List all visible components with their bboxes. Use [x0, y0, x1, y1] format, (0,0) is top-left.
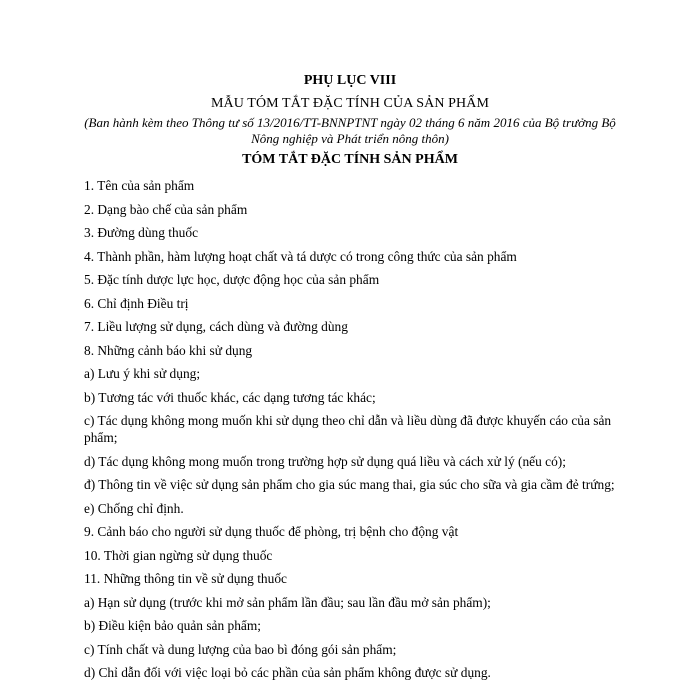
- list-item: 7. Liều lượng sử dụng, cách dùng và đường dùng: [84, 319, 348, 334]
- list-item: 1. Tên của sản phẩm: [84, 178, 195, 193]
- list-item: c) Tính chất và dung lượng của bao bì đóng gói sản phẩm;: [84, 641, 397, 657]
- list-item: a) Hạn sử dụng (trước khi mở sản phẩm lần đầu; sau lần đầu mở sản phẩm);: [84, 594, 491, 610]
- list-item: d) Chỉ dẫn đối với việc loại bỏ các phần của sản phẩm không được sử dụng.: [84, 665, 491, 680]
- list-item: b) Điều kiện bảo quản sản phẩm;: [84, 618, 262, 633]
- list-item: 6. Chỉ định Điều trị: [84, 295, 189, 311]
- list-item: 3. Đường dùng thuốc: [84, 225, 199, 240]
- list-item: 5. Đặc tính dược lực học, dược động học của sản phẩm: [84, 272, 380, 287]
- list-item: 11. Những thông tin về sử dụng thuốc: [84, 571, 287, 586]
- list-item: đ) Thông tin về việc sử dụng sản phẩm cho gia súc mang thai, gia súc cho sữa và gia cầm đẻ trứng;: [84, 477, 615, 492]
- list-item: c) Tác dụng không mong muốn khi sử dụng theo chỉ dẫn và liều dùng đã được khuyến cáo của sản phẩm;: [84, 413, 612, 445]
- list-item: e) Chống chỉ định.: [84, 500, 184, 516]
- list-item: 8. Những cảnh báo khi sử dụng: [84, 342, 253, 358]
- list-item: d) Tác dụng không mong muốn trong trường hợp sử dụng quá liều và cách xử lý (nếu có);: [84, 453, 566, 469]
- appendix-title: PHỤ LỤC VIII: [303, 73, 397, 88]
- product-summary-list: [84, 177, 624, 688]
- issuance-note: (Ban hành kèm theo Thông tư số 13/2016/TT-BNNPTNT ngày 02 tháng 6 năm 2016 của Bộ trưởng Bộ Nông nghiệp và Phát triển nông thôn): [84, 115, 616, 146]
- list-item: 2. Dạng bào chế của sản phẩm: [84, 201, 248, 217]
- list-item: 9. Cảnh báo cho người sử dụng thuốc để phòng, trị bệnh cho động vật: [84, 524, 459, 539]
- form-title: MẪU TÓM TẮT ĐẶC TÍNH CỦA SẢN PHẨM: [210, 96, 490, 111]
- list-item: 10. Thời gian ngừng sử dụng thuốc: [84, 547, 273, 563]
- list-item: b) Tương tác với thuốc khác, các dạng tương tác khác;: [84, 389, 376, 405]
- summary-title: TÓM TẮT ĐẶC TÍNH SẢN PHẨM: [242, 152, 458, 167]
- list-item: 4. Thành phần, hàm lượng hoạt chất và tá dược có trong công thức của sản phẩm: [84, 248, 517, 264]
- list-item: a) Lưu ý khi sử dụng;: [84, 366, 201, 381]
